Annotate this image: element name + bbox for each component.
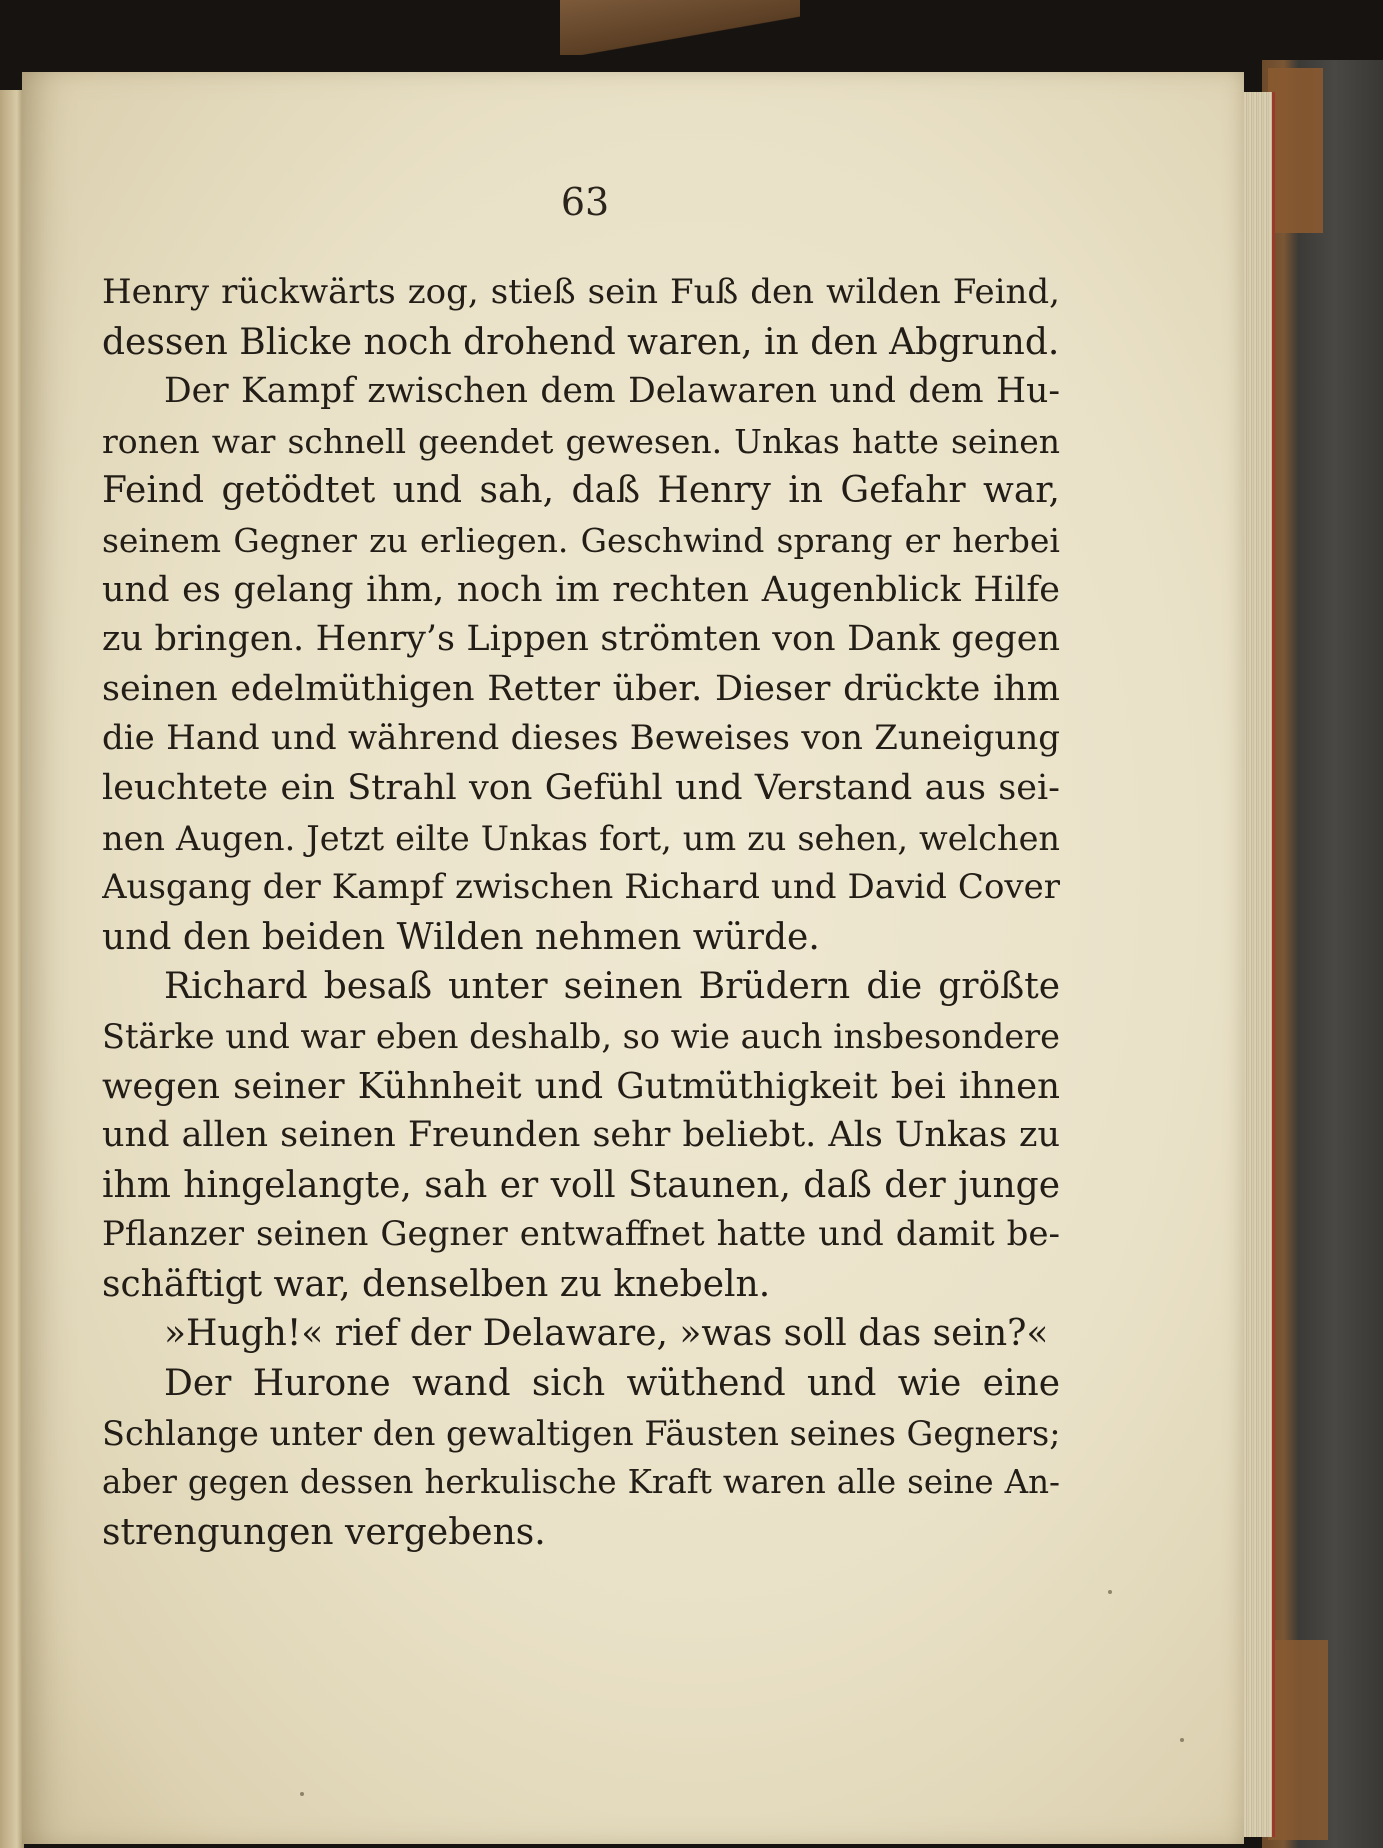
cover-leather-bottom <box>1268 1640 1328 1840</box>
text-line: Henry rückwärts zog, stieß sein Fuß den wilden Feind, <box>102 272 1060 312</box>
page-number: 63 <box>560 180 610 224</box>
text-line: Schlange unter den gewaltigen Fäusten seines Gegners; <box>102 1413 1060 1453</box>
text-line: seinem Gegner zu erliegen. Geschwind sprang er herbei <box>102 520 1060 560</box>
text-line: strengungen vergebens. <box>102 1511 546 1553</box>
text-line: Der Hurone wand sich wüthend und wie eine <box>164 1363 1060 1405</box>
text-line: schäftigt war, denselben zu knebeln. <box>102 1263 771 1305</box>
paper-speck <box>1108 1590 1112 1594</box>
text-line: und allen seinen Freunden sehr beliebt. Als Unkas zu <box>102 1115 1060 1156</box>
text-line: und den beiden Wilden nehmen würde. <box>102 916 820 958</box>
book-cover-right <box>1262 60 1383 1848</box>
text-line: Der Kampf zwischen dem Delawaren und dem Hu- <box>164 371 1060 412</box>
text-line: Stärke und war eben deshalb, so wie auch insbesondere <box>102 1016 1060 1056</box>
text-line: ronen war schnell geendet gewesen. Unkas hatte seinen <box>102 421 1060 461</box>
paper-speck <box>300 1792 304 1796</box>
left-page-edge <box>0 90 24 1848</box>
text-line: wegen seiner Kühnheit und Gutmüthigkeit bei ihnen <box>102 1065 1060 1107</box>
cover-leather-top <box>1268 68 1323 233</box>
paper-speck <box>1180 1738 1184 1742</box>
text-line: ihm hingelangte, sah er voll Staunen, daß der junge <box>102 1164 1060 1206</box>
text-line: die Hand und während dieses Beweises von Zuneigung <box>102 718 1060 759</box>
text-line: »Hugh!« rief der Delaware, »was soll das sein?« <box>164 1313 1049 1355</box>
text-line: Pflanzer seinen Gegner entwaffnet hatte und damit be- <box>102 1214 1060 1255</box>
text-line: seinen edelmüthigen Retter über. Dieser drückte ihm <box>102 668 1060 709</box>
text-line: aber gegen dessen herkulische Kraft waren alle seine An- <box>102 1463 1060 1502</box>
text-line: zu bringen. Henry’s Lippen strömten von Dank gegen <box>102 619 1060 660</box>
text-line: leuchtete ein Strahl von Gefühl und Verstand aus sei- <box>102 767 1060 808</box>
text-line: Ausgang der Kampf zwischen Richard und David Cover <box>102 867 1060 908</box>
text-line: nen Augen. Jetzt eilte Unkas fort, um zu sehen, welchen <box>102 818 1060 858</box>
text-line: dessen Blicke noch drohend waren, in den Abgrund. <box>102 321 1060 363</box>
text-line: Richard besaß unter seinen Brüdern die größte <box>164 966 1060 1008</box>
torn-cover-fragment <box>560 0 800 55</box>
page-text <box>102 268 1060 1557</box>
text-line: und es gelang ihm, noch im rechten Augenblick Hilfe <box>102 569 1060 610</box>
text-line: Feind getödtet und sah, daß Henry in Gefahr war, <box>102 470 1060 512</box>
